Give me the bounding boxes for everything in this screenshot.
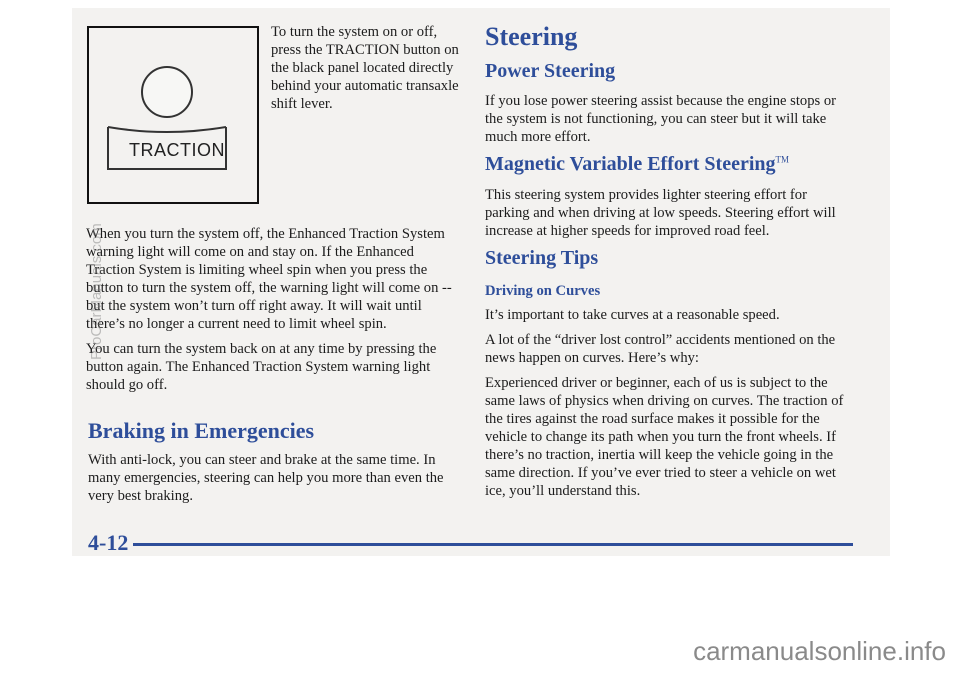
magnetic-steering-paragraph: This steering system provides lighter steering effort for parking and when driving at low speeds. Steering effort will increase at higher speeds for improved road feel. [485,187,836,239]
heading-text: Magnetic Variable Effort Steering [485,153,776,175]
intro-paragraph: To turn the system on or off, press the TRACTION button on the black panel located directly behind your automatic transaxle shift lever. [271,24,459,112]
side-watermark: ProCarManuals.com [88,223,105,360]
driving-on-curves-text [485,306,853,507]
bottom-watermark: carmanualsonline.info [693,636,946,666]
left-column-text [86,225,454,401]
paragraph: When you turn the system off, the Enhanced Traction System warning light will come on and stay on. If the Enhanced Traction System is limiting wheel spin when you press the button to turn the system off, the warning light will come on -- but the system won’t turn off right away. It will wait until there’s no longer a current need to limit wheel spin. [86,226,452,332]
traction-button-label: TRACTION [129,140,225,160]
subheading-magnetic-steering [485,153,789,176]
footer-rule [133,543,853,546]
traction-button-illustration [87,26,259,204]
traction-indicator-lamp-icon [141,66,193,118]
trademark-mark: TM [775,154,789,165]
braking-paragraph: With anti-lock, you can steer and brake at the same time. In many emergencies, steering can help you more than even the very best braking. [88,452,444,504]
paragraph: A lot of the “driver lost control” accidents mentioned on the news happen on curves. Here’s why: [485,332,836,366]
paragraph: Experienced driver or beginner, each of us is subject to the same laws of physics when driving on curves. The traction of the tires against the road surface makes it possible for the vehicle to change its path when you turn the front wheels. If there’s no traction, inertia will keep the vehicle going in the same direction. If you’ve ever tried to steer a vehicle on wet ice, you’ll understand this. [485,375,844,499]
paragraph: It’s important to take curves at a reasonable speed. [485,307,780,323]
power-steering-paragraph: If you lose power steering assist because the engine stops or the system is not functioning, you can steer but it will take much more effort. [485,93,836,145]
subheading-power-steering: Power Steering [485,60,616,82]
subheading-driving-on-curves: Driving on Curves [485,283,601,299]
section-heading-braking: Braking in Emergencies [88,418,315,443]
paragraph: You can turn the system back on at any time by pressing the button again. The Enhanced Traction System warning light should go off. [86,341,437,393]
page-number: 4-12 [88,530,129,555]
section-title-steering: Steering [485,22,578,51]
subheading-steering-tips: Steering Tips [485,247,599,269]
